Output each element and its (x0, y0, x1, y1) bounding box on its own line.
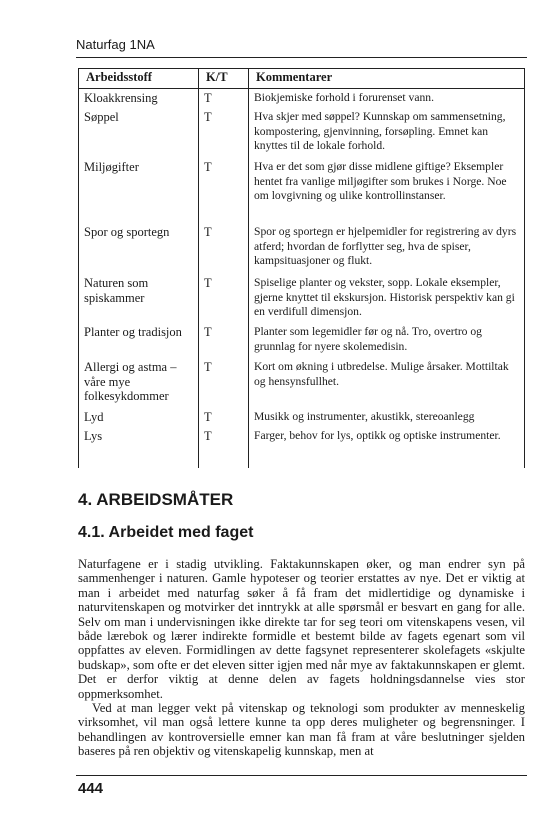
table-divider-1 (198, 68, 199, 468)
row-kt: T (204, 429, 212, 443)
footer-rule (76, 775, 527, 776)
row-stoff: Lys (84, 429, 103, 443)
row-stoff: Lyd (84, 410, 104, 424)
row-kommentar: Spor og sportegn er hjelpemidler for registrering av dyrs atferd; hvordan de forflytter seg, hva de spiser, kampsituasjoner og flukt. (254, 225, 517, 267)
row-kt: T (204, 276, 212, 290)
row-kt: T (204, 91, 212, 105)
row-kommentar: Musikk og instrumenter, akustikk, stereoanlegg (254, 410, 475, 423)
row-stoff: Planter og tradisjon (84, 325, 182, 339)
column-header-kommentarer: Kommentarer (256, 70, 333, 84)
row-stoff: Spor og sportegn (84, 225, 170, 239)
row-stoff: Kloakkrensing (84, 91, 158, 105)
row-kt: T (204, 110, 212, 124)
row-kt: T (204, 325, 212, 339)
row-stoff: Søppel (84, 110, 119, 124)
header-rule (76, 57, 527, 58)
table-divider-2 (248, 68, 249, 468)
column-header-stoff: Arbeidsstoff (86, 70, 152, 84)
body-text (78, 557, 525, 759)
paragraph: Naturfagene er i stadig utvikling. Faktakunnskapen øker, og man endrer syn på sammenhenger i naturen. Gamle hypoteser og teorier erstattes av nye. Det er viktig at man i arbeidet med naturfag søker å få fram det midlertidige og dynamiske i naturvitenskapen og motvirker det inntrykk at alle spørsmål er besvart en gang for alle. Selv om man i undervisningen ikke direkte tar for seg teori om vitenskapens vesen, vil både lærebok og lærer indirekte formidle et bestemt bilde av fagets egenart som vil oppfattes av eleven. Formidlingen av dette fagsynet representerer skolefagets «skjulte budskap», som ofte er det eleven sitter igjen med når mye av faktakunnskapen er glemt. Det er derfor viktig at denne delen av fagets holdningsdannelse vies stor oppmerksomhet. (78, 557, 525, 701)
subsection-title: 4.1. Arbeidet med faget (78, 524, 254, 541)
row-kommentar: Hva skjer med søppel? Kunnskap om sammensetning, kompostering, gjenvinning, forsøpling. Emnet kan knyttes til de lokale forhold. (254, 110, 506, 152)
row-kt: T (204, 225, 212, 239)
row-kommentar: Kort om økning i utbredelse. Mulige årsaker. Mottiltak og hensynsfullhet. (254, 360, 509, 388)
row-kommentar: Hva er det som gjør disse midlene giftige? Eksempler hentet fra vanlige miljøgifter som brukes i Norge. Noe om lovgivning og ulike kontrollinstanser. (254, 160, 507, 202)
row-kt: T (204, 160, 212, 174)
table-top-rule (78, 68, 525, 69)
running-head: Naturfag 1NA (76, 37, 155, 52)
row-kommentar: Spiselige planter og vekster, sopp. Lokale eksempler, gjerne knyttet til ekskursjon. Historisk perspektiv kan gi en verdifull dimensjon. (254, 276, 515, 318)
column-header-kt: K/T (206, 70, 228, 84)
row-kommentar: Farger, behov for lys, optikk og optiske instrumenter. (254, 429, 501, 442)
page-number: 444 (78, 780, 104, 797)
row-kt: T (204, 360, 212, 374)
table-border-left (78, 68, 79, 468)
table-header-rule (78, 88, 525, 89)
row-kommentar: Biokjemiske forhold i forurenset vann. (254, 91, 434, 104)
row-stoff: Allergi og astma – våre mye folkesykdommer (84, 360, 177, 403)
section-title: 4. ARBEIDSMÅTER (78, 490, 234, 509)
row-stoff: Naturen som spiskammer (84, 276, 149, 305)
paragraph: Ved at man legger vekt på vitenskap og teknologi som produkter av menneskelig virksomhet, vil man også lettere kunne ta opp deres muligheter og begrensninger. I behandlingen av kontroversielle emner kan man få fram at våre beslutninger sjelden baseres på ren objektiv og vitenskapelig kunnskap, men at (78, 701, 525, 759)
row-stoff: Miljøgifter (84, 160, 139, 174)
curriculum-table (78, 68, 525, 468)
row-kt: T (204, 410, 212, 424)
row-kommentar: Planter som legemidler før og nå. Tro, overtro og grunnlag for nyere skolemedisin. (254, 325, 482, 353)
table-border-right (524, 68, 525, 468)
